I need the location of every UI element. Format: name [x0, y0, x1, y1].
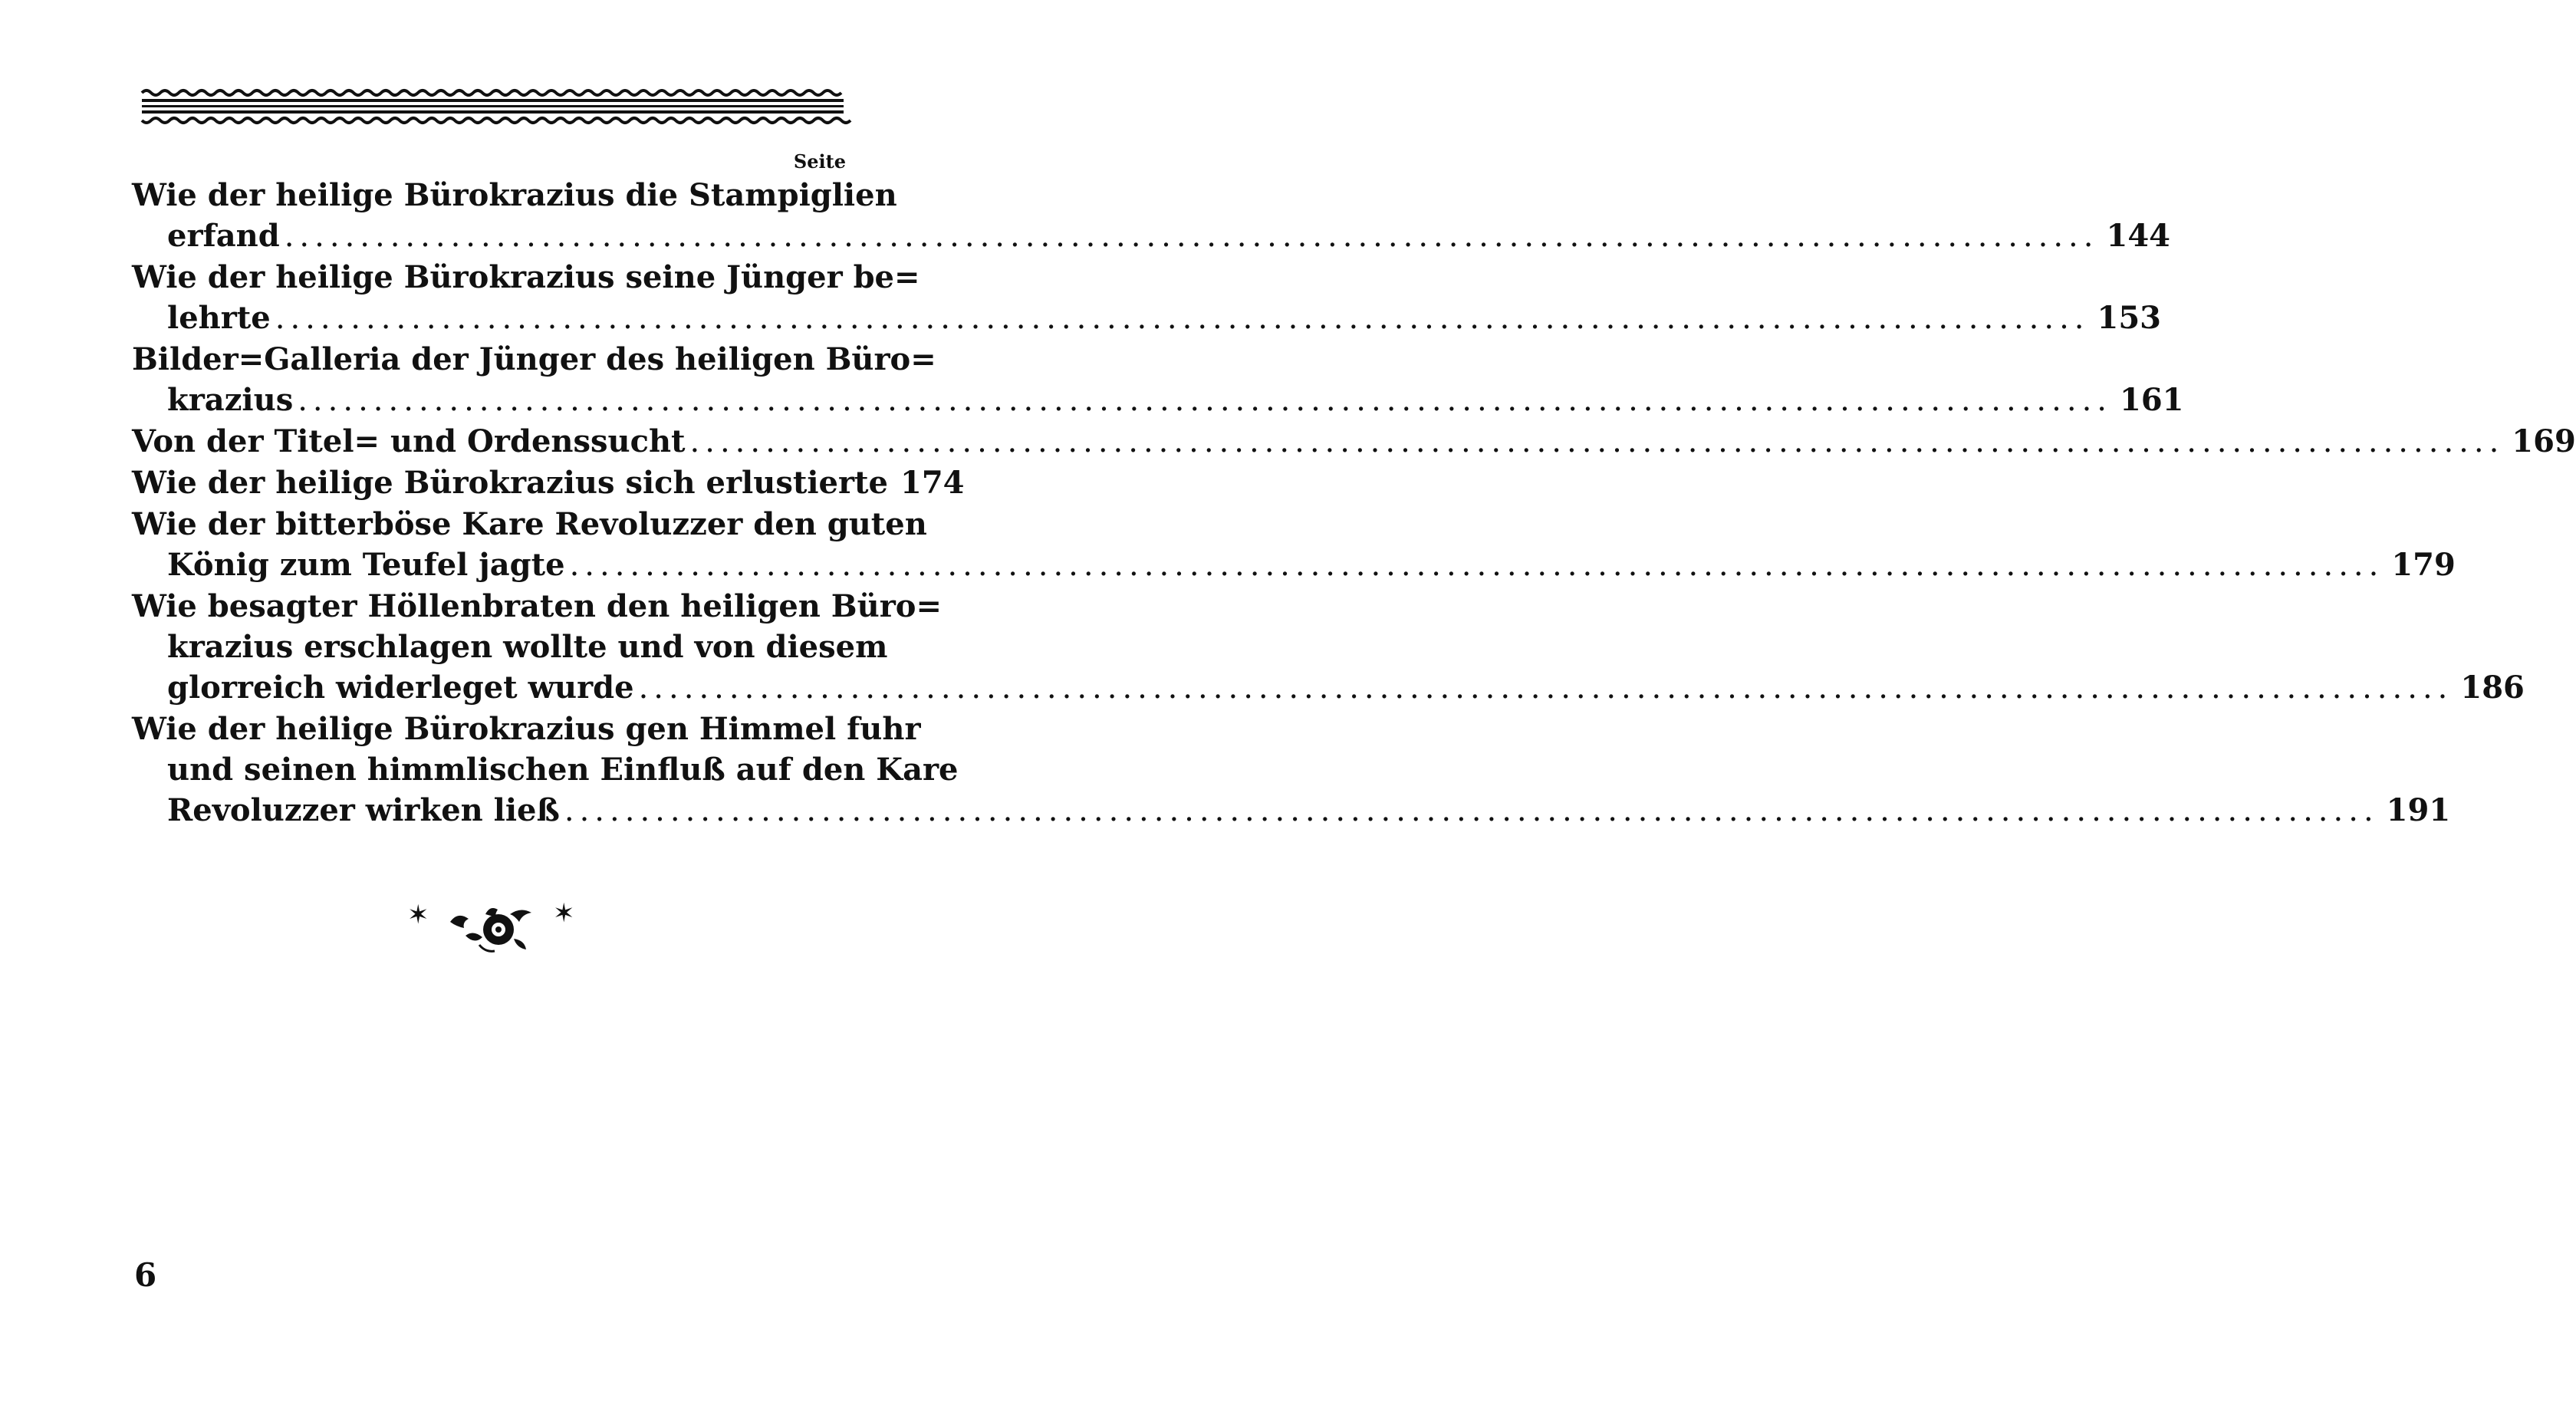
dot-leader: ........................................................................................................................ — [298, 383, 2112, 418]
toc-entry — [132, 175, 2170, 257]
dot-leader: ........................................................................................................................ — [284, 219, 2099, 254]
toc-entry-last-line — [132, 667, 2525, 709]
dot-leader: ........................................................................................................................ — [689, 424, 2505, 459]
wavy-border-icon — [142, 88, 844, 127]
toc-entry-page: 191 — [2386, 792, 2451, 828]
toc-entry-title-line: Wie der heilige Bürokrazius die Stampiglien — [132, 177, 897, 213]
toc-entry-page: 169 — [2512, 423, 2576, 459]
toc-entry — [132, 339, 2184, 421]
svg-text:✶: ✶ — [553, 898, 575, 929]
toc-entry-last-line — [132, 421, 2576, 462]
toc-entry-title-end: krazius — [167, 382, 294, 418]
toc-entry — [132, 462, 965, 504]
toc-entry-title-end: Von der Titel= und Ordenssucht — [132, 423, 686, 459]
toc-entry — [132, 257, 2162, 339]
toc-entry-page: 161 — [2120, 382, 2184, 418]
toc-entry-page: 144 — [2106, 218, 2170, 254]
toc-entry — [132, 504, 2456, 586]
dot-leader: ........................................................................................................................ — [275, 301, 2090, 336]
toc-entry — [132, 709, 2451, 831]
toc-entry-title-line: Wie der heilige Bürokrazius seine Jünger be= — [132, 259, 920, 295]
toc-entry-title-line: Wie der heilige Bürokrazius gen Himmel fuhr — [132, 711, 921, 747]
toc-entry-title-line: Wie der bitterböse Kare Revoluzzer den guten — [132, 506, 927, 542]
toc-entry-page: 179 — [2391, 547, 2456, 583]
toc-entry-last-line — [132, 298, 2162, 339]
toc-entry-page: 186 — [2460, 670, 2525, 706]
floral-ornament-icon — [403, 891, 579, 960]
page-number: 6 — [134, 1256, 157, 1294]
toc-entry-last-line — [132, 462, 965, 504]
dot-leader: ........................................................................................................................ — [638, 670, 2453, 706]
toc-entry-title-line: Wie besagter Höllenbraten den heiligen Büro= — [132, 588, 942, 624]
toc-entry-page: 153 — [2097, 300, 2162, 336]
toc-entry — [132, 421, 2576, 462]
toc-entry-page: 174 — [900, 465, 965, 501]
toc-entry-last-line — [132, 216, 2170, 257]
toc-entry-title-end: lehrte — [167, 300, 271, 336]
toc-entry-title-line: krazius erschlagen wollte und von diesem — [167, 629, 888, 665]
toc-entry-title-end: König zum Teufel jagte — [167, 547, 565, 583]
toc-entry-title-end: erfand — [167, 218, 280, 254]
toc-entry — [132, 586, 2525, 709]
dot-leader: ........................................................................................................................ — [564, 793, 2379, 828]
page-column-label: Seite — [793, 150, 846, 173]
toc-entry-title-line: und seinen himmlischen Einfluß auf den Kare — [167, 752, 959, 788]
toc-entry-title-end: Wie der heilige Bürokrazius sich erlustierte — [132, 465, 888, 501]
toc-entry-last-line — [132, 790, 2451, 831]
toc-entry-title-end: glorreich widerleget wurde — [167, 670, 634, 706]
table-of-contents — [132, 175, 2576, 831]
toc-entry-title-end: Revoluzzer wirken ließ — [167, 792, 560, 828]
svg-text:✶: ✶ — [407, 900, 429, 930]
toc-entry-title-line: Bilder=Galleria der Jünger des heiligen Büro= — [132, 341, 936, 377]
toc-entry-last-line — [132, 545, 2456, 586]
toc-entry-last-line — [132, 380, 2184, 421]
dot-leader: ........................................................................................................................ — [569, 548, 2384, 583]
